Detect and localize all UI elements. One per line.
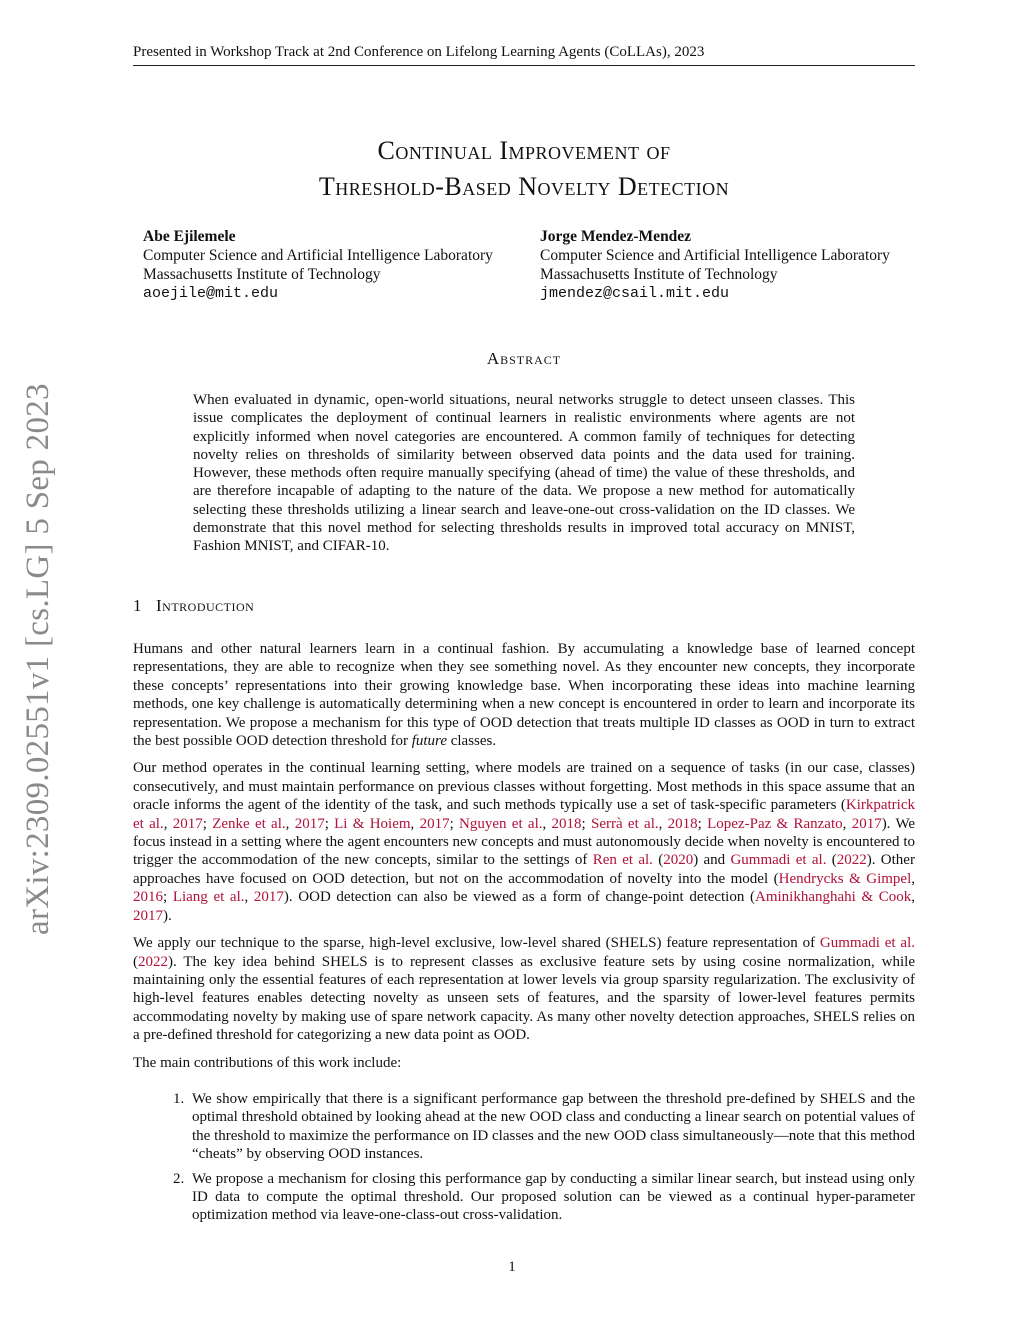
separator: ;: [697, 815, 708, 832]
list-item-text: We show empirically that there is a significant performance gap between the threshold pre-defined by SHELS and the optimal threshold obtained by looking ahead at the new OOD class and conducting a linear search on potential values of the threshold to maximize the performance on ID classes and the new OOD class simultaneously—note that this method “cheats” by observing OOD instances.: [192, 1090, 915, 1163]
running-header: Presented in Workshop Track at 2nd Conference on Lifelong Learning Agents (CoLLAs), 2023: [133, 44, 915, 66]
citation-year-link[interactable]: 2016: [133, 889, 163, 906]
paper-title: [133, 133, 915, 205]
text-run: ). Other approaches have focused on OOD detection, but not on the accommodation of novelty into the model (: [133, 852, 915, 887]
citation-link[interactable]: Zenke et al.: [212, 815, 286, 832]
text-run: ).: [163, 907, 172, 924]
citation-year-link[interactable]: 2017: [294, 815, 325, 832]
citation-link[interactable]: Gummadi et al.: [730, 852, 827, 869]
author-email[interactable]: jmendez@csail.mit.edu: [540, 285, 730, 302]
citation-year-link[interactable]: 2017: [172, 815, 203, 832]
section-title: Introduction: [156, 596, 255, 615]
text-run: ). OOD detection can also be viewed as a form of change-point detection (: [283, 889, 755, 906]
list-item-number: 1.: [173, 1090, 185, 1107]
citation-year-link[interactable]: 2017: [851, 815, 882, 832]
paragraph-3: We apply our technique to the sparse, high-level exclusive, low-level shared (SHELS) feature representation of Gummadi et al. (2022). The key idea behind SHELS is to represent classes as exclusive feature sets by using cosine normalization, while maintaining only the essential features of each representation at lower levels via group sparsity regularization. The exclusivity of high-level features enables detecting novelty as unseen sets of features, and the sparsity of lower-level features permits accommodating novelty by making use of spare network capacity. As many other novelty detection approaches, SHELS relies on a pre-defined threshold for categorizing a new data point as OOD.: [133, 935, 915, 1044]
citation-year-link[interactable]: 2017: [133, 907, 163, 924]
text-run: We apply our technique to the sparse, high-level exclusive, low-level shared (SHELS) feature representation of: [133, 935, 820, 952]
separator: ;: [449, 815, 460, 832]
citation-link[interactable]: Kirkpatrick et al.: [133, 797, 915, 832]
citation-year-link[interactable]: 2022: [138, 953, 168, 970]
author-email[interactable]: aoejile@mit.edu: [143, 285, 279, 302]
section-heading-introduction: [133, 596, 254, 616]
emphasis: future: [411, 733, 447, 750]
text-run: ). The key idea behind SHELS is to represent classes as exclusive feature sets by using cosine normalization, while maintaining only the essential features of each representation at lower levels via group sparsity regularization. The exclusivity of high-level features enables detecting novelty as unseen sets of features, and the sparsity of lower-level features permits accommodating novelty by making use of spare network capacity. As many other novelty detection approaches, SHELS relies on a pre-defined threshold for categorizing a new data point as OOD.: [133, 953, 915, 1044]
author-name: Jorge Mendez-Mendez: [540, 228, 692, 245]
text-run: Humans and other natural learners learn in a continual fashion. By accumulating a knowledge base of learned concept representations, they are able to recognize when they see something novel. As they encounter new concepts, they incorporate these concepts’ representations into their growing knowledge base. When incorporating these ideas into machine learning methods, one key challenge is automatically determining when a new concept is encountered in order to learn and incorporate its representation. We propose a mechanism for this type of OOD detection that treats multiple ID classes as OOD in turn to extract the best possible OOD detection threshold for: [133, 641, 915, 750]
author-institution: Massachusetts Institute of Technology: [143, 266, 381, 283]
separator: ;: [324, 815, 335, 832]
author-institution: Massachusetts Institute of Technology: [540, 266, 778, 283]
citation-link[interactable]: Liang et al.: [172, 889, 245, 906]
citation-link[interactable]: Serrà et al.: [591, 815, 659, 832]
list-item-number: 2.: [173, 1170, 185, 1187]
arxiv-stamp: arXiv:2309.02551v1 [cs.LG] 5 Sep 2023: [20, 383, 56, 935]
author-name: Abe Ejilemele: [143, 228, 236, 245]
list-item: [133, 1170, 915, 1225]
section-number: 1: [133, 596, 142, 615]
citation-link[interactable]: Gummadi et al.: [819, 935, 915, 952]
paragraph-1: [133, 640, 915, 750]
text-run: Our method operates in the continual learning setting, where models are trained on a sequence of tasks (in our case, classes) consecutively, and must maintain performance on previous classes without forgetting. Most methods in this space assume that an oracle informs the agent of the identity of the task, and such methods typically use a set of task-specific parameters (: [133, 760, 915, 814]
author-block-1: [143, 227, 493, 303]
author-affiliation: Computer Science and Artificial Intelligence Laboratory: [540, 247, 890, 264]
citation-link[interactable]: Nguyen et al.: [459, 815, 543, 832]
title-line-1: Continual Improvement of: [377, 136, 671, 165]
citation-year-link[interactable]: 2017: [419, 815, 450, 832]
citation-link[interactable]: Li & Hoiem: [334, 815, 411, 832]
separator: ;: [202, 815, 213, 832]
citation-link[interactable]: Lopez-Paz & Ranzato: [707, 815, 843, 832]
citation-year-link[interactable]: 2018: [667, 815, 698, 832]
citation-year-link[interactable]: 2022: [836, 852, 867, 869]
author-block-2: [540, 227, 890, 303]
text-run: ). We focus instead in a setting where the agent encounters new concepts and must autonomously decide when novelty is encountered to trigger the accommodation of the new concepts, similar to the settings of: [133, 815, 916, 869]
list-item: [133, 1090, 915, 1164]
citation-link[interactable]: Hendrycks & Gimpel: [778, 870, 912, 887]
citation-link[interactable]: Aminikhanghahi & Cook: [754, 889, 912, 906]
author-affiliation: Computer Science and Artificial Intelligence Laboratory: [143, 247, 493, 264]
citation-link[interactable]: Ren et al.: [592, 852, 653, 869]
body-text: [133, 640, 915, 1231]
list-item-text: We propose a mechanism for closing this performance gap by conducting a similar linear search, but instead using only ID data to compute the optimal threshold. Our proposed solution can be viewed as a continual hyper-parameter optimization method via leave-one-class-out cross-validation.: [192, 1170, 915, 1224]
citation-year-link[interactable]: 2018: [551, 815, 582, 832]
text-run: and: [698, 852, 731, 869]
paragraph-2: Our method operates in the continual learning setting, where models are trained on a sequence of tasks (in our case, classes) consecutively, and must maintain performance on previous classes without forgetting. Most methods in this space assume that an oracle informs the agent of the identity of the task, and such methods typically use a set of task-specific parameters (Kirkpatrick et al., 2017; Zenke et al., 2017; Li & Hoiem, 2017; Nguyen et al., 2018; Serrà et al., 2018; Lopez-Paz & Ranzato, 2017). We focus instead in a setting where the agent encounters new concepts and must autonomously decide when novelty is encountered to trigger the accommodation of the new concepts, similar to the settings of Ren et al. (2020) and Gummadi et al. (2022). Other approaches have focused on OOD detection, but not on the accommodation of novelty into the model (Hendrycks & Gimpel, 2016; Liang et al., 2017). OOD detection can also be viewed as a form of change-point detection (Aminikhanghahi & Cook, 2017).: [133, 760, 916, 924]
citation-year-link[interactable]: 2017: [253, 889, 284, 906]
abstract-heading: Abstract: [486, 349, 562, 368]
page-number: 1: [508, 1259, 516, 1275]
citation-year-link[interactable]: 2020: [663, 852, 694, 869]
abstract-text: When evaluated in dynamic, open-world situations, neural networks struggle to detect unseen classes. This issue complicates the deployment of continual learners in realistic environments where agents are not explicitly informed when novel categories are encountered. A common family of techniques for detecting novelty relies on thresholds of similarity between observed data points and the data used for training. However, these methods often require manually specifying (ahead of time) the value of these thresholds, and are therefore incapable of adapting to the nature of the data. We propose a new method for automatically selecting these thresholds utilizing a linear search and leave-one-out cross-validation on the ID classes. We demonstrate that this novel method for selecting thresholds results in improved total accuracy on MNIST, Fashion MNIST, and CIFAR-10.: [193, 392, 855, 555]
contributions-list: [133, 1090, 915, 1225]
text-run: classes.: [446, 733, 497, 750]
paragraph-4: The main contributions of this work include:: [133, 1054, 402, 1071]
title-line-2: Threshold-Based Novelty Detection: [318, 172, 730, 201]
separator: ;: [581, 815, 591, 832]
